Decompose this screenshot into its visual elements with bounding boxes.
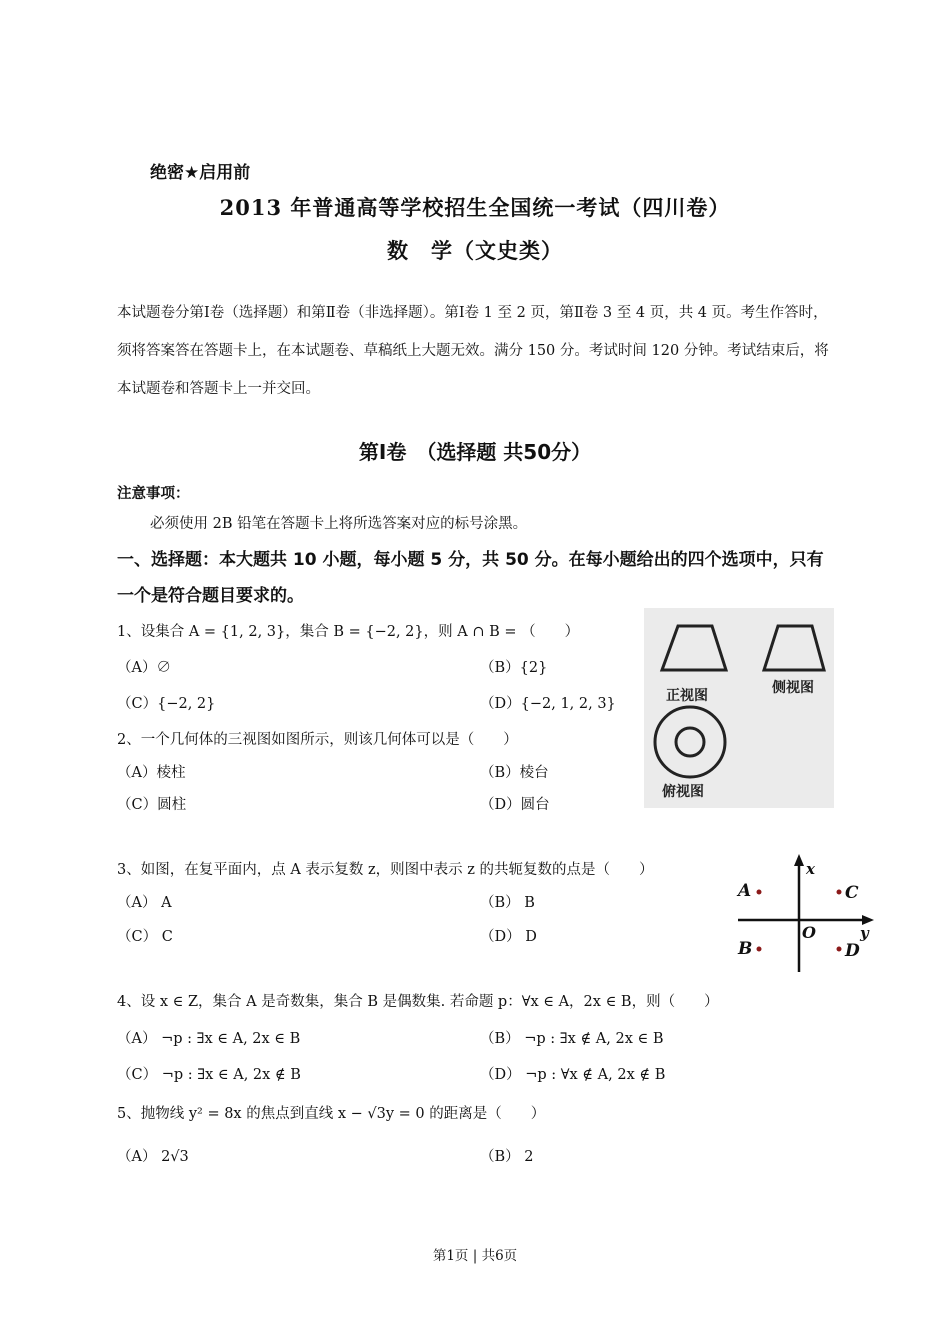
question-5-option-b: （B） 2 (480, 1149, 534, 1165)
question-3-option-c: （C） C (117, 929, 173, 945)
question-4-stem: 4、设 x ∈ Z，集合 A 是奇数集，集合 B 是偶数集. 若命题 p：∀x ∈ A，2x ∈ B，则（ ） (117, 994, 719, 1010)
top-view-inner-circle (676, 728, 704, 756)
question-3-option-b: （B） B (480, 895, 535, 911)
side-view-label: 侧视图 (772, 680, 814, 696)
exam-subtitle: 数 学（文史类） (387, 238, 563, 263)
front-view-label: 正视图 (666, 688, 708, 704)
point-c (837, 890, 842, 895)
front-view-trapezoid (662, 626, 726, 670)
question-2-option-c: （C）圆柱 (117, 797, 187, 813)
question-3-option-d: （D） D (480, 929, 537, 945)
intro-paragraph: 本试题卷分第Ⅰ卷（选择题）和第Ⅱ卷（非选择题）。第Ⅰ卷 1 至 2 页，第Ⅱ卷 3 至 4 页，共 4 页。考生作答时，须将答案答在答题卡上，在本试题卷、草稿纸上大题无效。满分 150 分。考试时间 120 分钟。考试结束后，将本试题卷和答题卡上一并交回。 (117, 305, 829, 397)
top-view-outer-circle (655, 707, 725, 777)
three-view-figure (644, 608, 834, 808)
question-5-stem: 5、抛物线 y² = 8x 的焦点到直线 x − √3y = 0 的距离是（ ） (117, 1106, 546, 1122)
axis-x-label: x (806, 860, 815, 878)
question-2-option-a: （A）棱柱 (117, 765, 186, 781)
side-view-trapezoid (764, 626, 824, 670)
question-2-option-b: （B）棱台 (480, 765, 549, 781)
top-view-label: 俯视图 (662, 784, 704, 800)
question-4-option-c: （C） ¬p : ∃x ∈ A, 2x ∉ B (117, 1067, 301, 1083)
origin-label: O (802, 923, 816, 942)
complex-plane-figure (732, 852, 878, 976)
section-title: 第Ⅰ卷 （选择题 共50分） (358, 440, 592, 464)
vertical-axis-arrow (794, 854, 804, 866)
question-1-option-b: （B）{2} (480, 660, 548, 676)
question-1-stem: 1、设集合 A = {1, 2, 3}，集合 B = {−2, 2}，则 A ∩ B = （ ） (117, 624, 580, 640)
three-view-drawing (644, 608, 834, 808)
notice-text: 必须使用 2B 铅笔在答题卡上将所选答案对应的标号涂黑。 (150, 516, 528, 532)
question-5-option-a: （A） 2√3 (117, 1149, 189, 1165)
exam-title: 2013 年普通高等学校招生全国统一考试（四川卷） (219, 195, 731, 220)
point-a (757, 890, 762, 895)
point-a-label: A (738, 881, 752, 901)
point-d (837, 947, 842, 952)
point-b (757, 947, 762, 952)
question-1-option-c: （C）{−2, 2} (117, 696, 216, 712)
point-d-label: D (845, 941, 860, 961)
question-1-option-d: （D）{−2, 1, 2, 3} (480, 696, 616, 712)
point-b-label: B (738, 939, 753, 959)
question-1-option-a: （A）∅ (117, 660, 171, 676)
axis-y-label: y (860, 924, 869, 942)
question-4-option-b: （B） ¬p : ∃x ∉ A, 2x ∈ B (480, 1031, 664, 1047)
question-2-option-d: （D）圆台 (480, 797, 550, 813)
point-c-label: C (845, 883, 859, 903)
question-3-option-a: （A） A (117, 895, 172, 911)
question-3-stem: 3、如图，在复平面内，点 A 表示复数 z，则图中表示 z 的共轭复数的点是（ ） (117, 862, 654, 878)
question-4-option-d: （D） ¬p : ∀x ∉ A, 2x ∉ B (480, 1067, 666, 1083)
part-title: 一、选择题：本大题共 10 小题，每小题 5 分，共 50 分。在每小题给出的四个选项中，只有一个是符合题目要求的。 (117, 550, 824, 606)
confidential-mark: 绝密★启用前 (150, 163, 251, 183)
page-number: 第1页 | 共6页 (432, 1248, 518, 1264)
question-4-option-a: （A） ¬p : ∃x ∈ A, 2x ∈ B (117, 1031, 301, 1047)
question-2-stem: 2、一个几何体的三视图如图所示，则该几何体可以是（ ） (117, 732, 518, 748)
notice-heading: 注意事项： (117, 486, 190, 502)
complex-plane-drawing (732, 852, 878, 976)
